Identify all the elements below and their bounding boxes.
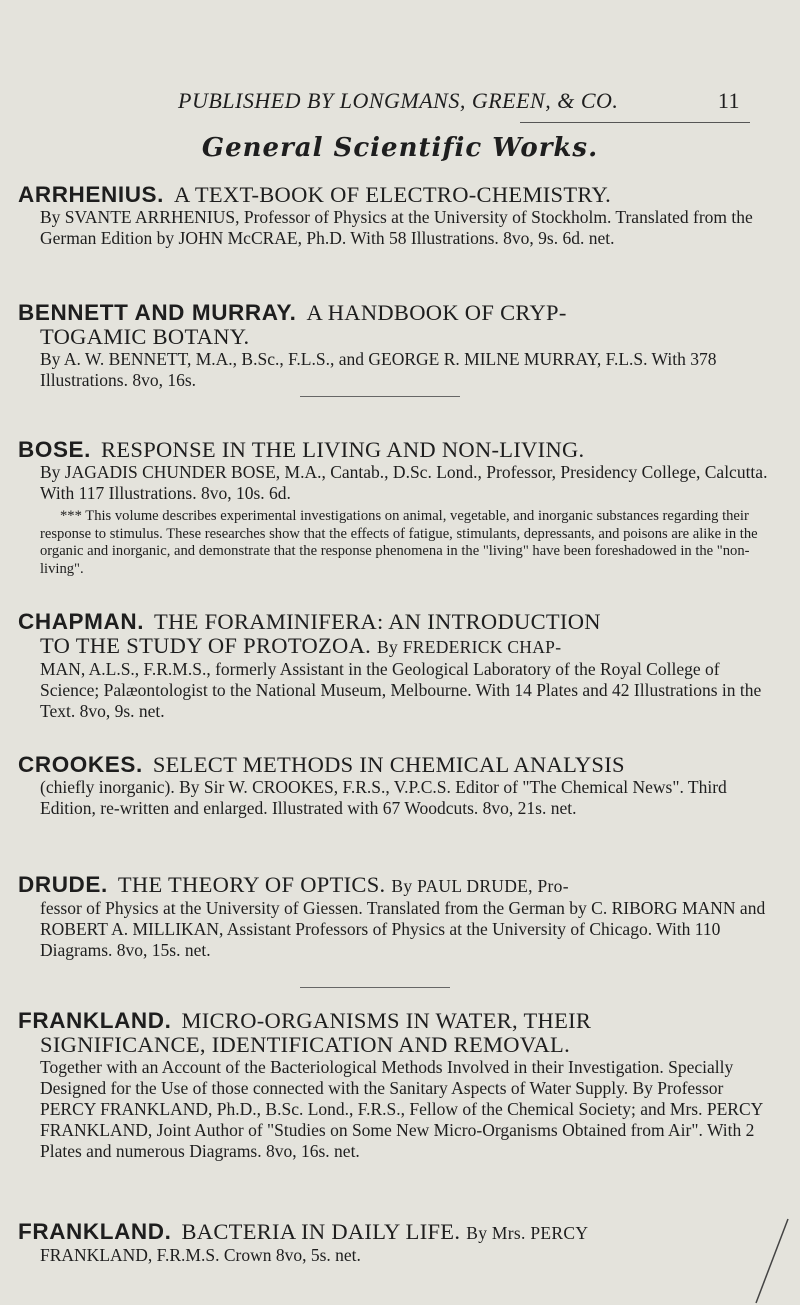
- entry-details: Together with an Account of the Bacteriological Methods Involved in their Investigation. Specially Designed for the Use of those connected with the Sanitary Aspects of Water Supply. By Professor PERCY FRANKLAND, Ph.D., B.Sc. Lond., F.R.S., Fellow of the Chemical Society; and Mrs. PERCY FRANKLAND, Joint Author of "Studies on Some New Micro-Organisms Obtained from Air". With 2 Plates and numerous Diagrams. 8vo, 16s. net.: [40, 1057, 763, 1161]
- entry-bennett-murray: [18, 301, 778, 391]
- entry-author: BOSE.: [18, 437, 92, 462]
- entry-crookes: [18, 753, 778, 819]
- entry-drude: [18, 873, 778, 961]
- entry-title: RESPONSE IN THE LIVING AND NON-LIVING.: [101, 437, 585, 462]
- entry-title-line1: BACTERIA IN DAILY LIFE.: [181, 1219, 461, 1244]
- entry-author: DRUDE.: [18, 872, 108, 897]
- entry-title-line1: A HANDBOOK OF CRYP-: [306, 300, 567, 325]
- divider: [300, 987, 450, 988]
- entry-details: FRANKLAND, F.R.M.S. Crown 8vo, 5s. net.: [40, 1245, 361, 1265]
- entry-title-line1: MICRO-ORGANISMS IN WATER, THEIR: [181, 1008, 592, 1033]
- entry-details-inline: By FREDERICK CHAP-: [377, 637, 562, 657]
- entry-chapman: [18, 610, 778, 722]
- entry-frankland-micro-organisms: [18, 1009, 778, 1162]
- entry-details: MAN, A.L.S., F.R.M.S., formerly Assistant in the Geological Laboratory of the Royal College of Science; Palæontologist to the National Museum, Melbourne. With 14 Plates and 42 Illustrations in the Text. 8vo, 9s. net.: [40, 659, 762, 721]
- entry-details-inline: By Mrs. PERCY: [466, 1223, 589, 1243]
- entry-details-inline: By PAUL DRUDE, Pro-: [391, 876, 569, 896]
- section-heading: General Scientific Works.: [201, 133, 599, 163]
- entry-author: CROOKES.: [18, 752, 143, 777]
- entry-title: A TEXT-BOOK OF ELECTRO-CHEMISTRY.: [174, 182, 612, 207]
- entry-author: CHAPMAN.: [18, 609, 145, 634]
- entry-arrhenius: [18, 183, 778, 249]
- entry-title-line1: THE FORAMINIFERA: AN INTRODUCTION: [154, 609, 601, 634]
- entry-author: BENNETT AND MURRAY.: [18, 300, 297, 325]
- entry-details: By JAGADIS CHUNDER BOSE, M.A., Cantab., D.Sc. Lond., Professor, Presidency College, Calcutta. With 117 Illustrations. 8vo, 10s. 6d.: [40, 462, 768, 503]
- entry-title-line1: THE THEORY OF OPTICS.: [117, 872, 386, 897]
- entry-author: ARRHENIUS.: [18, 182, 165, 207]
- header-rule: [520, 122, 750, 123]
- entry-details: By SVANTE ARRHENIUS, Professor of Physics at the University of Stockholm. Translated from the German Edition by JOHN McCRAE, Ph.D. With 58 Illustrations. 8vo, 9s. 6d. net.: [40, 207, 753, 248]
- entry-title-line2: TOGAMIC BOTANY.: [40, 324, 250, 349]
- page-number: 11: [717, 88, 740, 113]
- entry-author: FRANKLAND.: [18, 1219, 172, 1244]
- entry-note: *** This volume describes experimental investigations on animal, vegetable, and inorganic substances regarding their response to stimulus. These researches show that the effects of fatigue, stimulants, depressants, and poisons are alike in the organic and inorganic, and demonstrate that the response phenomena in the "living" have been foreshadowed in the "non-living".: [40, 508, 758, 577]
- entry-details: fessor of Physics at the University of Giessen. Translated from the German by C. RIBORG MANN and ROBERT A. MILLIKAN, Assistant Professors of Physics at the University of Chicago. With 110 Diagrams. 8vo, 15s. net.: [40, 898, 766, 960]
- divider: [300, 396, 460, 397]
- entry-frankland-bacteria: [18, 1220, 778, 1266]
- entry-title-line2: SIGNIFICANCE, IDENTIFICATION AND REMOVAL.: [40, 1032, 571, 1057]
- entry-details: (chiefly inorganic). By Sir W. CROOKES, F.R.S., V.P.C.S. Editor of "The Chemical News". Third Edition, re-written and enlarged. Illustrated with 67 Woodcuts. 8vo, 21s. net.: [40, 777, 727, 818]
- running-head-title: PUBLISHED BY LONGMANS, GREEN, & CO.: [178, 88, 619, 113]
- entry-title-line1: SELECT METHODS IN CHEMICAL ANALYSIS: [152, 752, 625, 777]
- entry-title-line2: TO THE STUDY OF PROTOZOA.: [40, 633, 372, 658]
- entry-details: By A. W. BENNETT, M.A., B.Sc., F.L.S., and GEORGE R. MILNE MURRAY, F.L.S. With 378 Illustrations. 8vo, 16s.: [40, 349, 717, 390]
- entry-bose: [18, 438, 778, 578]
- margin-pencil-mark: [752, 1215, 792, 1305]
- entry-author: FRANKLAND.: [18, 1008, 172, 1033]
